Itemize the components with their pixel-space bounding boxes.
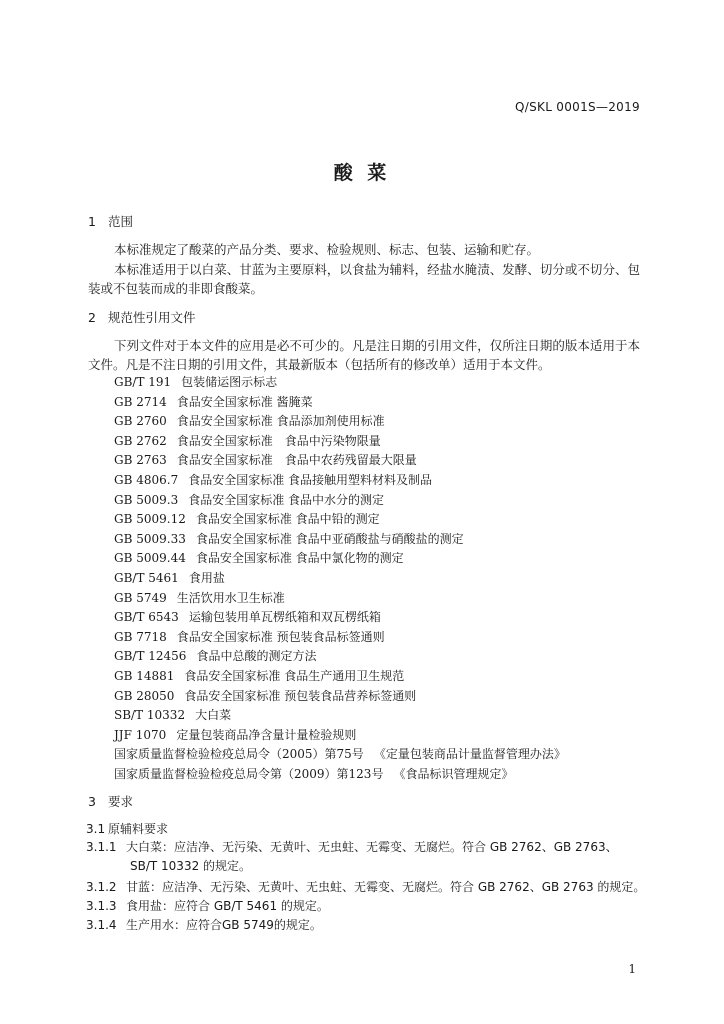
reference-code: GB 2762 [114,433,167,448]
reference-code: GB/T 6543 [114,610,179,625]
document-title: 酸 菜 [333,162,391,184]
section-title: 范围 [108,214,134,229]
reference-title: 食用盐 [188,570,225,585]
reference-title: 大白菜 [195,708,232,723]
reference-title: 食品安全国家标准 食品生产通用卫生规范 [184,668,405,683]
scope-paragraph-2: 本标准适用于以白菜、甘蓝为主要原料，以食盐为辅料，经盐水腌渍、发酵、切分或不切分、包装或不包装而成的非即食酸菜。 [88,262,640,296]
item-number: 3.1.3 [86,899,117,913]
reference-item [114,451,566,471]
item-text: 甘蓝：应洁净、无污染、无黄叶、无虫蛀、无霉变、无腐烂。符合 GB 2762、GB 2763 的规定。 [126,880,646,894]
reference-code: GB 2760 [114,414,167,429]
reference-item [114,530,566,550]
reference-item [114,667,566,687]
reference-item [114,471,566,491]
reference-code: GB 2714 [114,394,167,409]
subsection-3-1-heading [86,820,168,837]
reference-title: 《食品标识管理规定》 [393,766,514,781]
reference-title: 食品安全国家标准 食品中亚硝酸盐与硝酸盐的测定 [195,531,464,546]
reference-code: GB 2763 [114,453,167,468]
reference-list [114,373,566,784]
reference-title: 《定量包装商品计量监督管理办法》 [373,747,566,762]
reference-code: GB 5009.3 [114,492,179,507]
item-number: 3.1.1 [86,840,117,854]
reference-item [114,726,566,746]
reference-item [114,765,566,785]
reference-title: 食品安全国家标准 酱腌菜 [176,394,313,409]
item-number: 3.1.2 [86,880,117,894]
section-3-heading [88,792,133,810]
reference-code: GB 5009.12 [114,512,186,527]
requirement-item [86,838,646,876]
reference-title: 运输包装用单瓦楞纸箱和双瓦楞纸箱 [188,610,381,625]
reference-title: 定量包装商品净含量计量检验规则 [176,727,357,742]
reference-title: 食品安全国家标准 食品中氯化物的测定 [195,551,404,566]
reference-title: 食品安全国家标准 食品添加剂使用标准 [176,414,385,429]
reference-code: GB/T 12456 [114,649,187,664]
references-intro: 下列文件对于本文件的应用是必不可少的。凡是注日期的引用文件，仅所注日期的版本适用于本文件。凡是不注日期的引用文件，其最新版本（包括所有的修改单）适用于本文件。 [88,338,640,372]
reference-title: 食品中总酸的测定方法 [196,649,317,664]
section-number: 1 [88,214,96,229]
item-text-continued: SB/T 10332 的规定。 [130,859,252,873]
item-text: 大白菜：应洁净、无污染、无黄叶、无虫蛀、无霉变、无腐烂。符合 GB 2762、GB 2763、 [126,840,618,854]
reference-title: 食品安全国家标准 食品中铅的测定 [195,512,380,527]
reference-title: 生活饮用水卫生标准 [176,590,285,605]
reference-item [114,412,566,432]
reference-item [114,647,566,667]
item-text: 生产用水：应符合GB 5749的规定。 [126,918,322,932]
reference-item [114,589,566,609]
subsection-title: 原辅料要求 [108,822,169,836]
reference-title: 食品安全国家标准 食品接触用塑料材料及制品 [188,472,433,487]
item-text: 食用盐：应符合 GB/T 5461 的规定。 [126,899,329,913]
reference-title: 食品安全国家标准 预包装食品标签通则 [176,629,385,644]
reference-item [114,491,566,511]
section-title: 要求 [108,794,134,809]
reference-code: GB 4806.7 [114,472,179,487]
reference-code: JJF 1070 [114,727,167,742]
reference-code: 国家质量监督检验检疫总局令第（2009）第123号 [114,766,384,781]
reference-item [114,393,566,413]
reference-item [114,549,566,569]
reference-code: GB 5009.44 [114,551,186,566]
subsection-number: 3.1 [86,822,106,836]
reference-code: GB 7718 [114,629,167,644]
section-number: 2 [88,310,96,325]
reference-title: 食品安全国家标准 食品中水分的测定 [188,492,385,507]
reference-item [114,608,566,628]
reference-title: 食品安全国家标准 食品中污染物限量 [176,433,381,448]
reference-item [114,706,566,726]
reference-code: GB 5009.33 [114,531,186,546]
item-number: 3.1.4 [86,918,117,932]
reference-code: SB/T 10332 [114,708,186,723]
requirement-item [86,878,646,897]
reference-title: 食品安全国家标准 预包装食品营养标签通则 [184,688,417,703]
reference-title: 食品安全国家标准 食品中农药残留最大限量 [176,453,417,468]
reference-code: GB 14881 [114,668,175,683]
reference-code: GB 28050 [114,688,175,703]
standard-code: Q/SKL 0001S—2019 [515,100,640,114]
requirement-item [86,916,646,935]
reference-item [114,432,566,452]
reference-code: GB/T 191 [114,375,172,389]
section-title: 规范性引用文件 [108,310,196,325]
reference-item [114,373,566,393]
reference-code: GB/T 5461 [114,570,179,585]
reference-item [114,628,566,648]
reference-item [114,687,566,707]
reference-item [114,569,566,589]
reference-item [114,745,566,765]
reference-item [114,510,566,530]
reference-title: 包装储运图示标志 [181,375,278,389]
section-1-heading [88,212,133,230]
page-number: 1 [628,962,636,976]
section-number: 3 [88,794,96,809]
requirement-item [86,897,646,916]
reference-code: 国家质量监督检验检疫总局令（2005）第75号 [114,747,364,762]
section-2-heading [88,308,196,326]
scope-paragraph-1: 本标准规定了酸菜的产品分类、要求、检验规则、标志、包装、运输和贮存。 [114,242,540,257]
reference-code: GB 5749 [114,590,167,605]
